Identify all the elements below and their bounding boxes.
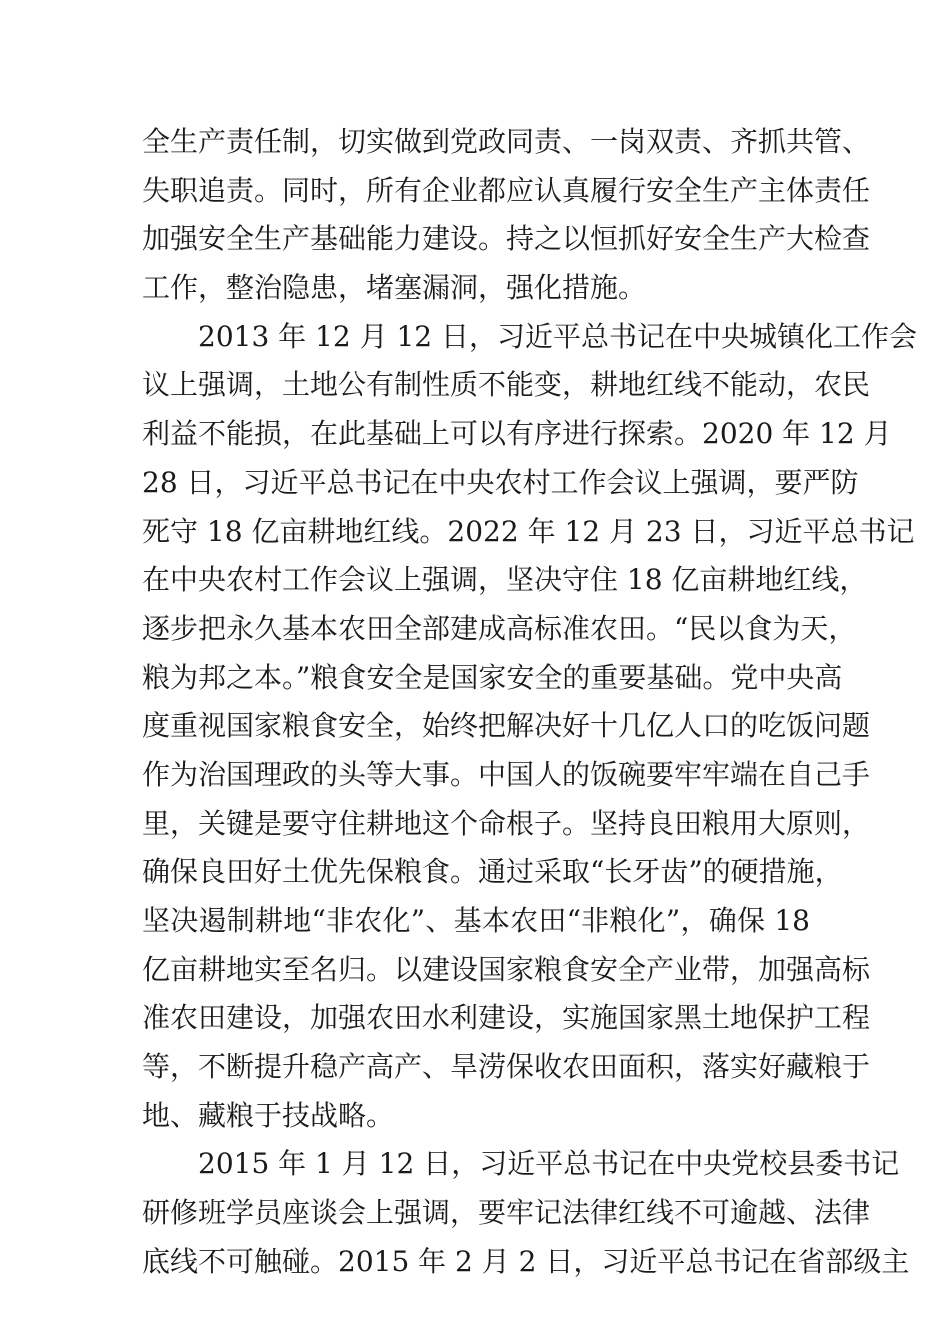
text-line: 里，关键是要守住耕地这个命根子。坚持良田粮用大原则， (142, 806, 871, 840)
text-line: 研修班学员座谈会上强调，要牢记法律红线不可逾越、法律 (142, 1196, 871, 1230)
paragraph (142, 313, 918, 1141)
text-line: 议上强调，土地公有制性质不能变，耕地红线不能动，农民 (142, 368, 871, 402)
text-line: 作为治国理政的头等大事。中国人的饭碗要牢牢端在自己手 (142, 757, 871, 791)
text-line: 底线不可触碰。2015 年 2 月 2 日，习近平总书记在省部级主 (142, 1244, 910, 1278)
text-line: 在中央农村工作会议上强调，坚决守住 18 亿亩耕地红线， (142, 563, 868, 597)
text-line: 2013 年 12 月 12 日，习近平总书记在中央城镇化工作会 (198, 319, 918, 353)
text-line: 粮为邦之本。”粮食安全是国家安全的重要基础。党中央高 (142, 660, 843, 694)
text-line: 加强安全生产基础能力建设。持之以恒抓好安全生产大检查 (142, 222, 871, 256)
text-line: 等，不断提升稳产高产、旱涝保收农田面积，落实好藏粮于 (142, 1050, 871, 1084)
paragraph (142, 1140, 910, 1286)
text-line: 工作，整治隐患，堵塞漏洞，强化措施。 (142, 271, 647, 305)
text-line: 2015 年 1 月 12 日，习近平总书记在中央党校县委书记 (198, 1147, 900, 1181)
text-line: 28 日，习近平总书记在中央农村工作会议上强调，要严防 (142, 465, 859, 499)
text-line: 失职追责。同时，所有企业都应认真履行安全生产主体责任 (142, 173, 871, 207)
text-line: 全生产责任制，切实做到党政同责、一岗双责、齐抓共管、 (142, 125, 871, 158)
text-line: 准农田建设，加强农田水利建设，实施国家黑土地保护工程 (142, 1001, 871, 1035)
text-line: 逐步把永久基本农田全部建成高标准农田。“民以食为天， (142, 611, 857, 645)
text-line: 利益不能损，在此基础上可以有序进行探索。2020 年 12 月 (142, 417, 892, 451)
text-line: 确保良田好土优先保粮食。通过采取“长牙齿”的硬措施， (142, 855, 843, 889)
text-line: 坚决遏制耕地“非农化”、基本农田“非粮化”，确保 18 (142, 904, 810, 937)
text-line: 地、藏粮于技战略。 (142, 1098, 395, 1132)
text-line: 度重视国家粮食安全，始终把解决好十几亿人口的吃饭问题 (142, 709, 871, 743)
paragraph (142, 118, 871, 313)
text-line: 亿亩耕地实至名归。以建设国家粮食安全产业带，加强高标 (142, 952, 871, 986)
text-line: 死守 18 亿亩耕地红线。2022 年 12 月 23 日，习近平总书记 (142, 514, 915, 548)
document-body (142, 118, 918, 1287)
